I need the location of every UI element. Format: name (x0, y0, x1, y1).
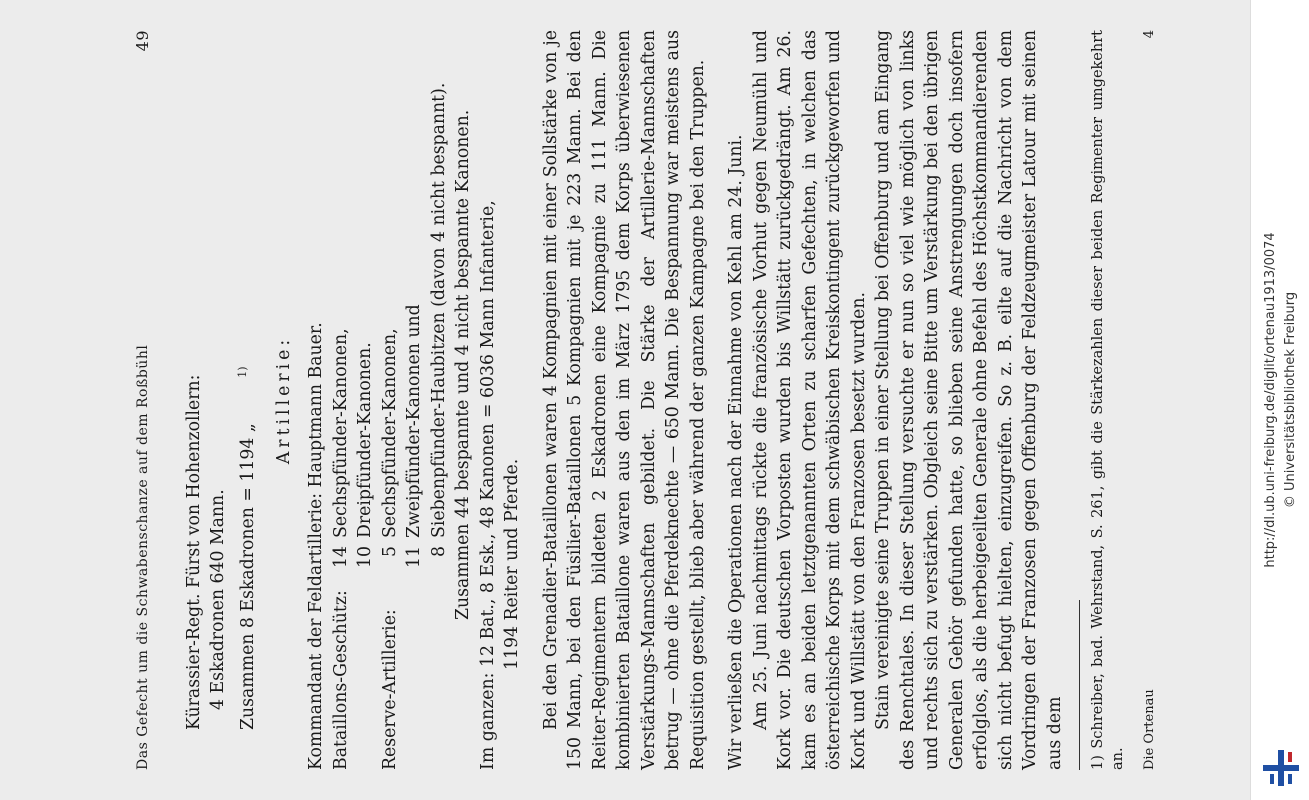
artillery-row: 10 Dreipfünder-Kanonen. (355, 342, 376, 568)
page-text-block (125, 20, 1158, 780)
artillery-row: Bataillons-Geschütz: 14 Sechspfünder-Kanonen, (330, 328, 351, 770)
paragraph: Stain vereinigte seine Truppen in einer Stellung bei Offenburg und am Eingang des Renchtales. In dieser Stellung versuchte er nun so viel wie möglich von links und rechts sich zu verstärken. Obgleich seine Bitte um Verstärkung bei den übrigen Generalen Gehör gefunden hatte, so blieben seine Anstrengungen doch insofern erfolglos, als die herbeigeeilten Generale ohne Befehl des Höchstkommandierenden sich nicht befugt hielten, einzugreifen. So z. B. eilte auf die Nachricht von dem Vordringen der Franzosen gegen Offenburg der Feldzeugmeister Latour mit seinen aus dem (873, 30, 1065, 770)
grand-total-continued: 1194 Reiter und Pferde. (502, 458, 523, 670)
artillery-title: Artillerie: (273, 335, 294, 465)
cavalry-heading: Kürassier-Regt. Fürst von Hohenzollern: (183, 374, 204, 730)
footnote-rule (1079, 600, 1080, 770)
cavalry-total: Zusammen 8 Eskadronen = 1194 „ $^{1)}$ (235, 366, 258, 730)
running-head-title: Das Gefecht um die Schwabenschanze auf dem Roßbühl (135, 344, 151, 770)
signature-left: Die Ortenau (1142, 689, 1158, 770)
copyright-notice: © Universitätsbibliothek Freiburg (1282, 291, 1298, 509)
page-number: 49 (133, 30, 152, 52)
source-url-link[interactable]: http://dl.ub.uni-freiburg.de/diglit/ortenau1913/0074 (1262, 232, 1278, 568)
library-sidebar (1250, 0, 1309, 800)
cavalry-line: 4 Eskadronen 640 Mann. (208, 489, 228, 710)
grand-total: Im ganzen: 12 Bat., 8 Esk., 48 Kanonen = 6036 Mann Infanterie, (477, 200, 498, 770)
paragraph: Bei den Grenadier-Bataillonen waren 4 Kompagnien mit einer Sollstärke von je 150 Mann, bei den Füsilier-Bataillonen 5 Kompagnien mit je 223 Mann. Bei den Reiter-Regimentern bildeten 2 Eskadronen eine Kompagnie zu 111 Mann. Die kombinierten Bataillone waren aus den im März 1795 dem Korps überwiesenen Verstärkungs-Mannschaften gebildet. Die Stärke der Artillerie-Mannschaften betrug — ohne die Pferdeknechte — 650 Mann. Die Bespannung war meistens aus Requisition gestellt, blieb aber während der ganzen Kampagne bei den Truppen. (540, 30, 708, 770)
signature-row (1138, 30, 1163, 770)
library-logo-icon (1261, 748, 1301, 788)
paragraph: Am 25. Juni nachmittags rückte die französische Vorhut gegen Neumühl und Kork vor. Die deutschen Vorposten wurden bis Willstätt zurückgedrängt. Am 26. kam es an beiden letztgenannten Orten zu scharfen Gefechten, in welchen das österreichische Korps mit dem schwäbischen Kreiskontingent zurückgeworfen und Kork und Willstätt von den Franzosen besetzt wurden. (750, 30, 869, 770)
artillery-row: Reserve-Artillerie: 5 Sechspfünder-Kanonen, (379, 328, 400, 770)
footnote: 1) Schreiber, bad. Wehrstand, S. 261, gibt die Stärkezahlen dieser beiden Regimenter umgekehrt an. (1090, 30, 1127, 770)
signature-number: 4 (1142, 30, 1158, 39)
paragraph-lead: Wir verließen die Operationen nach der Einnahme von Kehl am 24. Juni. (726, 134, 747, 770)
artillery-row: 11 Zweipfünder-Kanonen und (404, 304, 425, 568)
cavalry-block (182, 30, 260, 770)
running-head (131, 30, 156, 770)
artillery-total: Zusammen 44 bespannte und 4 nicht bespannte Kanonen. (453, 109, 474, 620)
artillery-row: 8 Siebenpfünder-Haubitzen (davon 4 nicht bespannt). (428, 82, 449, 557)
artillery-commander: Kommandant der Feldartillerie: Hauptmann Bauer. (306, 322, 327, 770)
footnote-marker: 1) (235, 366, 249, 378)
sidebar-caption (1261, 232, 1301, 567)
